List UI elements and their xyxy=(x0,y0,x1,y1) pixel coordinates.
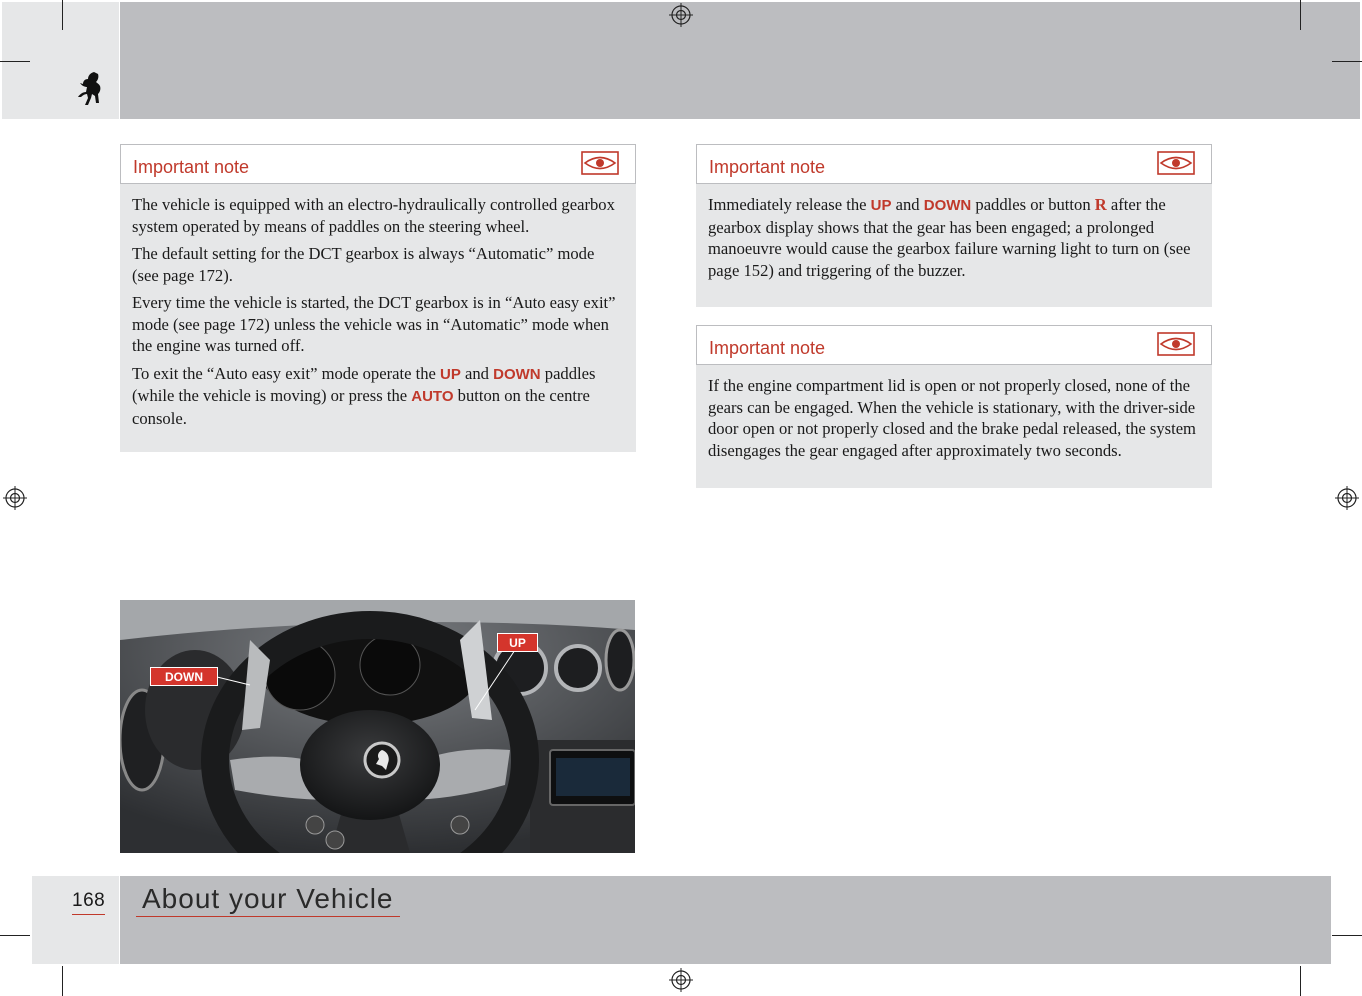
text-run: after the gearbox display shows that the gear has been engaged; a prolonged manoeuvre would cause the gearbox failure warning light to turn on (see page 152) and triggering of the buzzer. xyxy=(708,195,1191,280)
warning-eye-icon xyxy=(1157,151,1195,175)
text-run: paddles (while the vehicle is moving) or press the xyxy=(132,363,596,405)
registration-mark-icon xyxy=(669,3,693,27)
note-body xyxy=(708,375,1200,467)
auto-keyword: AUTO xyxy=(411,388,454,405)
crop-mark xyxy=(62,0,63,30)
important-note-engine-lid xyxy=(696,325,1212,488)
registration-mark-icon xyxy=(669,968,693,992)
crop-mark xyxy=(1332,935,1362,936)
text-run: paddles or button xyxy=(971,195,1095,214)
header-band xyxy=(120,2,1360,119)
r-keyword: R xyxy=(1094,195,1107,214)
down-paddle-label: DOWN xyxy=(150,667,218,686)
crop-mark xyxy=(62,966,63,996)
important-note-paddle-release xyxy=(696,144,1212,307)
note-paragraph: Every time the vehicle is started, the DCT gearbox is in “Auto easy exit” mode (see page 172) unless the vehicle was in “Automatic” mode when the engine was turned off. xyxy=(132,293,616,355)
registration-mark-icon xyxy=(3,486,27,510)
crop-mark xyxy=(0,935,30,936)
up-keyword: UP xyxy=(870,197,892,214)
note-title: Important note xyxy=(709,157,826,177)
section-title: About your Vehicle xyxy=(136,883,400,917)
up-keyword: UP xyxy=(440,365,461,383)
steering-wheel-illustration xyxy=(120,600,635,853)
text-run: Immediately release the xyxy=(708,195,871,214)
down-keyword: DOWN xyxy=(493,365,541,383)
note-header xyxy=(696,325,1212,365)
crop-mark xyxy=(1332,61,1362,62)
registration-mark-icon xyxy=(1335,486,1359,510)
note-paragraph: If the engine compartment lid is open or not properly closed, none of the gears can be engaged. When the vehicle is stationary, with the driver-side door open or not properly closed and the brake pedal released, the system disengages the gear engaged after approximately two seconds. xyxy=(708,376,1196,460)
important-note-gearbox xyxy=(120,144,636,452)
text-run: To exit the “Auto easy exit” mode operate the xyxy=(132,363,441,383)
note-body xyxy=(708,194,1200,287)
warning-eye-icon xyxy=(1157,332,1195,356)
crop-mark xyxy=(1300,966,1301,996)
page-number: 168 xyxy=(72,890,105,915)
note-paragraph: The default setting for the DCT gearbox is always “Automatic” mode (see page 172). xyxy=(132,244,595,285)
down-keyword: DOWN xyxy=(923,197,972,214)
note-header xyxy=(120,144,636,184)
crop-mark xyxy=(1300,0,1301,30)
text-run: and xyxy=(460,363,494,383)
crop-mark xyxy=(0,61,30,62)
steering-wheel-photo xyxy=(120,600,635,853)
note-body xyxy=(132,194,624,435)
note-paragraph: The vehicle is equipped with an electro-hydraulically controlled gearbox system operated by means of paddles on the steering wheel. xyxy=(132,195,615,236)
warning-eye-icon xyxy=(581,151,619,175)
note-header xyxy=(696,144,1212,184)
up-paddle-label: UP xyxy=(497,633,538,652)
text-run: button on the centre console. xyxy=(132,386,590,428)
note-title: Important note xyxy=(133,157,250,177)
note-title: Important note xyxy=(709,338,826,358)
note-paragraph xyxy=(708,194,1200,281)
note-paragraph xyxy=(132,363,624,430)
text-run: and xyxy=(891,195,924,214)
prancing-horse-icon xyxy=(74,70,106,110)
